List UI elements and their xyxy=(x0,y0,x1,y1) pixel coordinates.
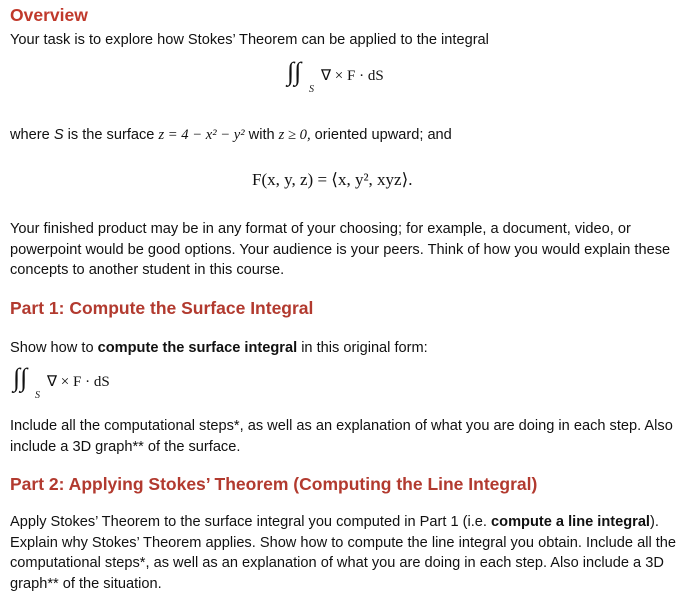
surface-condition: z ≥ 0, xyxy=(278,127,311,143)
surface-description xyxy=(10,125,690,146)
integrand: ∇ × F · dS xyxy=(47,374,110,390)
surface-mid: is the surface xyxy=(67,127,155,143)
part1-instruction xyxy=(10,338,690,359)
integrand: ∇ × F · dS xyxy=(321,68,384,84)
overview-heading: Overview xyxy=(10,5,88,25)
double-integral-icon: ∫∫ xyxy=(13,363,28,392)
part2-apply-post: ). Explain why Stokes’ Theorem applies. Show how to compute the line integral you obtain. Include all the computational steps*, as well as an explanation of what you are doing in each step. Also include a 3D graph** of the situation. xyxy=(10,514,677,592)
part1-include-paragraph: Include all the computational steps*, as well as an explanation of what you are doing in each step. Also include a 3D graph** of the surface. xyxy=(10,418,673,455)
part1-show-pre: Show how to xyxy=(10,340,94,356)
double-integral-icon: ∫∫ xyxy=(287,57,302,86)
overview-intro: Your task is to explore how Stokes’ Theorem can be applied to the integral xyxy=(10,32,489,48)
vector-field-equation: F(x, y, z) = ⟨x, y², xyz⟩. xyxy=(252,170,413,189)
part1-show-post: in this original form: xyxy=(301,340,428,356)
surface-suffix: oriented upward; and xyxy=(314,127,452,143)
product-paragraph: Your finished product may be in any format of your choosing; for example, a document, video, or powerpoint would be good options. Your audience is your peers. Think of how you would explain these concepts to another student in this course. xyxy=(10,221,671,279)
part2-apply-pre: Apply Stokes’ Theorem to the surface integral you computed in Part 1 (i.e. xyxy=(10,514,487,530)
surface-equation: z = 4 − x² − y² xyxy=(158,127,245,143)
surface-var: S xyxy=(53,127,64,143)
integral-subscript: S xyxy=(35,390,40,401)
integral-subscript: S xyxy=(309,84,314,95)
part2-apply-bold: compute a line integral xyxy=(491,514,650,530)
part1-heading: Part 1: Compute the Surface Integral xyxy=(10,298,314,318)
part1-show-bold: compute the surface integral xyxy=(97,340,298,356)
part2-heading: Part 2: Applying Stokes’ Theorem (Computing the Line Integral) xyxy=(10,474,538,494)
part2-paragraph xyxy=(10,512,690,594)
surface-with: with xyxy=(248,127,275,143)
surface-prefix: where xyxy=(10,127,50,143)
